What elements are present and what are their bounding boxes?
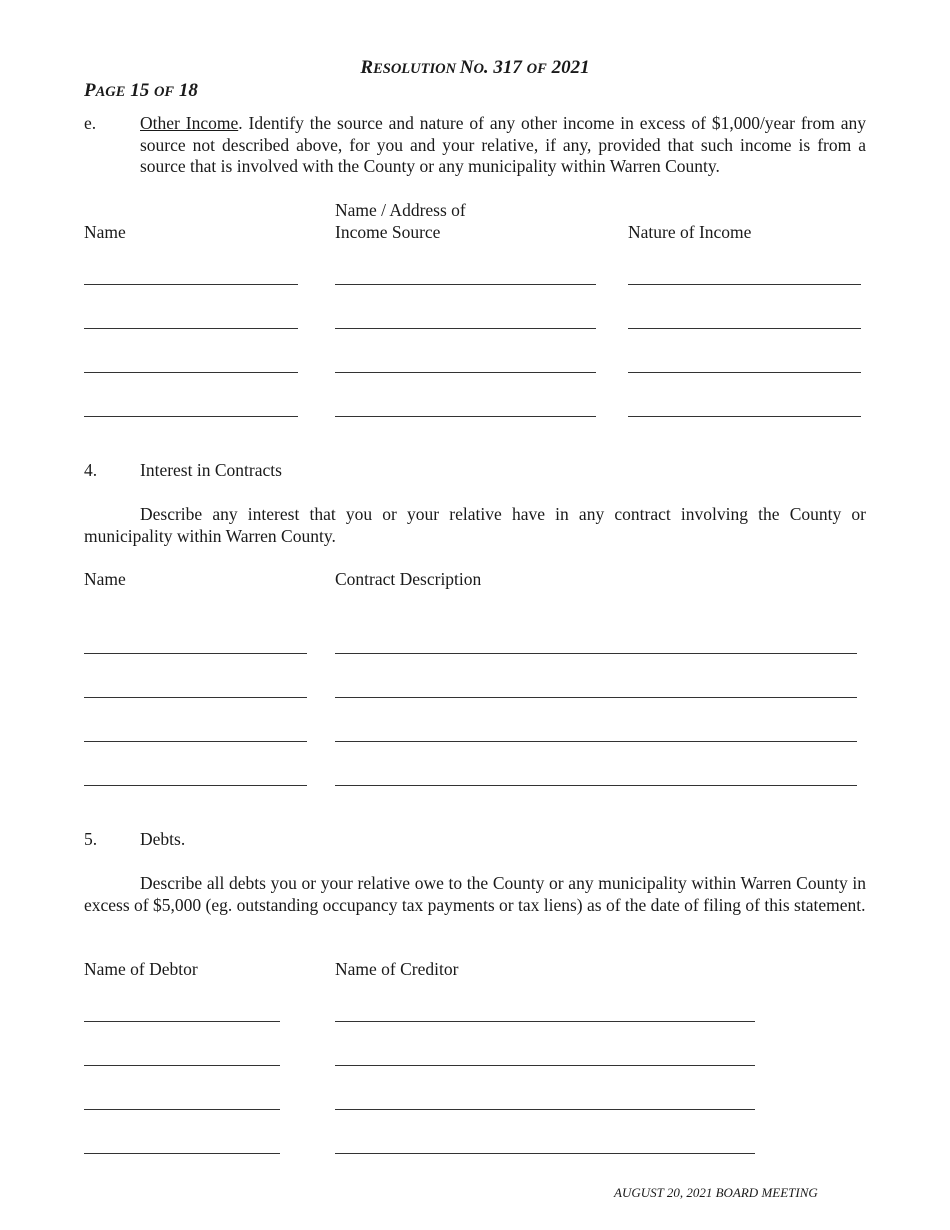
debts-paragraph: Describe all debts you or your relative owe to the County or any municipality within Warren County in excess of $5,000 (eg. outstanding occupancy tax payments or tax liens) as of the date of filing of this statement. — [84, 873, 866, 915]
income-nature-blank-4[interactable] — [628, 416, 861, 417]
income-name-blank-3[interactable] — [84, 372, 298, 373]
column-header-name: Name — [84, 222, 126, 242]
section-4-number: 4. — [84, 460, 98, 480]
income-name-blank-4[interactable] — [84, 416, 298, 417]
debts-column-debtor: Name of Debtor — [84, 959, 198, 979]
income-source-blank-1[interactable] — [335, 284, 596, 285]
other-income-text: . Identify the source and nature of any other income in excess of $1,000/year from any source not described above, for you and your relative, if any, provided that such income is from a source that is involved with the County or any municipality within Warren County. — [140, 113, 866, 176]
debtor-blank-1[interactable] — [84, 1021, 280, 1022]
debts-column-creditor: Name of Creditor — [335, 959, 459, 979]
income-name-blank-2[interactable] — [84, 328, 298, 329]
other-income-paragraph — [140, 113, 866, 178]
contracts-column-description: Contract Description — [335, 569, 482, 589]
column-header-source-line2: Income Source — [335, 222, 441, 242]
debtor-blank-2[interactable] — [84, 1065, 280, 1066]
contracts-paragraph: Describe any interest that you or your relative have in any contract involving the County or municipality within Warren County. — [84, 504, 866, 546]
resolution-title: RESOLUTION NO. 317 OF 2021 — [360, 57, 590, 78]
creditor-blank-4[interactable] — [335, 1153, 755, 1154]
page-number: PAGE 15 OF 18 — [84, 80, 198, 101]
income-name-blank-1[interactable] — [84, 284, 298, 285]
income-nature-blank-2[interactable] — [628, 328, 861, 329]
debtor-blank-3[interactable] — [84, 1109, 280, 1110]
section-e-marker: e. — [84, 113, 97, 133]
income-source-blank-4[interactable] — [335, 416, 596, 417]
footer-meeting-date: AUGUST 20, 2021 BOARD MEETING — [614, 1185, 818, 1200]
contract-description-blank-2[interactable] — [335, 697, 857, 698]
section-5-number: 5. — [84, 829, 98, 849]
income-nature-blank-3[interactable] — [628, 372, 861, 373]
column-header-nature: Nature of Income — [628, 222, 752, 242]
income-source-blank-3[interactable] — [335, 372, 596, 373]
income-nature-blank-1[interactable] — [628, 284, 861, 285]
contracts-column-name: Name — [84, 569, 126, 589]
creditor-blank-2[interactable] — [335, 1065, 755, 1066]
contract-name-blank-2[interactable] — [84, 697, 307, 698]
contract-name-blank-1[interactable] — [84, 653, 307, 654]
section-4-title: Interest in Contracts — [140, 460, 282, 480]
contract-description-blank-4[interactable] — [335, 785, 857, 786]
creditor-blank-3[interactable] — [335, 1109, 755, 1110]
contract-description-blank-3[interactable] — [335, 741, 857, 742]
contract-name-blank-3[interactable] — [84, 741, 307, 742]
contract-name-blank-4[interactable] — [84, 785, 307, 786]
column-header-source-line1: Name / Address of — [335, 200, 466, 220]
income-source-blank-2[interactable] — [335, 328, 596, 329]
other-income-heading: Other Income — [140, 113, 239, 133]
creditor-blank-1[interactable] — [335, 1021, 755, 1022]
contract-description-blank-1[interactable] — [335, 653, 857, 654]
section-5-title: Debts. — [140, 829, 186, 849]
debtor-blank-4[interactable] — [84, 1153, 280, 1154]
